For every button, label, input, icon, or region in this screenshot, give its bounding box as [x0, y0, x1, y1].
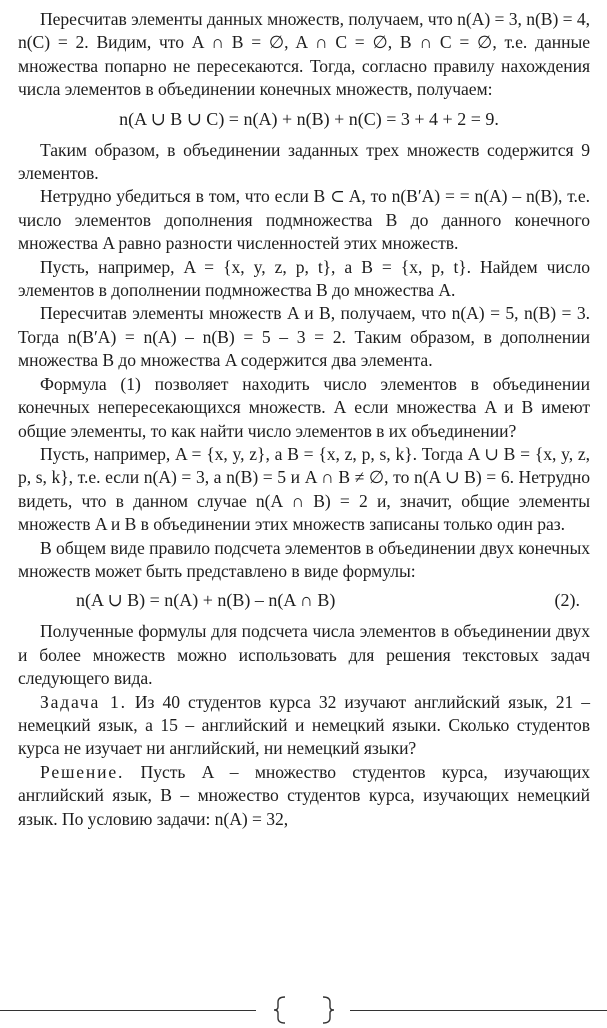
page-footer-ornament [0, 994, 607, 1024]
footer-rule-left [0, 1010, 256, 1011]
task-1-paragraph [18, 691, 590, 761]
paragraph-2: Таким образом, в объединении заданных трех множеств содержится 9 элементов. [18, 139, 590, 184]
paragraph-1: Пересчитав элементы данных множеств, получаем, что n(A) = 3, n(B) = 4, n(C) = 2. Видим, что A ∩ B = ∅, A ∩ C = ∅, B ∩ C = ∅, т.е. данные множества попарно не пересекаются. Тогда, согласно правилу нахождения числа элементов в объединении конечных множеств, получаем: [18, 9, 590, 100]
paragraph-8: В общем виде правило подсчета элементов в объединении двух конечных множеств может быть представлено в виде формулы: [18, 537, 590, 581]
solution-text: Пусть A – множество студентов курса, изучающих английский язык, B – множество студентов курса, изучающих немецкий язык. По условию задачи: n(A) = 32, [18, 761, 591, 829]
paragraph-7: Пусть, например, A = {x, y, z}, а B = {x, z, p, s, k}. Тогда A ∪ B = {x, y, z, p, s, k}, т.е. если n(A) = 3, а n(B) = 5 и A ∩ B ≠ ∅, то n(A ∪ B) = 6. Нетрудно видеть, что в данном случае n(A ∩ B) = 2 и, значит, общие элементы множеств A и B в объединении этих множеств записаны только один раз. [18, 443, 590, 535]
task-label: Задача 1. [40, 691, 127, 712]
paragraph-3: Нетрудно убедиться в том, что если B ⊂ A, то n(B′A) = = n(A) – n(B), т.е. число элементов дополнения подмножества B до данного конечного множества A равно разности численностей этих множеств. [18, 186, 590, 254]
paragraph-5: Пересчитав элементы множеств A и B, получаем, что n(A) = 5, n(B) = 3. Тогда n(B′A) = n(A) – n(B) = 5 – 3 = 2. Таким образом, в дополнении множества B до множества A содержится два элемента. [18, 303, 590, 371]
paragraph-9: Полученные формулы для подсчета числа элементов в объединении двух и более множеств можно использовать для решения текстовых задач следующего вида. [18, 621, 590, 689]
paragraph-6: Формула (1) позволяет находить число элементов в объединении конечных непересекающихся множеств. А если множества A и B имеют общие элементы, то как найти число элементов в их объединении? [18, 373, 590, 441]
right-brace-icon [320, 996, 336, 1024]
footer-rule-right [350, 1010, 607, 1011]
page-text [18, 8, 590, 831]
left-brace-icon [272, 996, 288, 1024]
formula-union-three: n(A ∪ B ∪ C) = n(A) + n(B) + n(C) = 3 + 4 + 2 = 9. [119, 108, 499, 129]
solution-label: Решение. [40, 761, 125, 782]
formula-2-number: (2). [554, 590, 580, 611]
task-text: Из 40 студентов курса 32 изучают английский язык, 21 – немецкий язык, а 15 – английский и немецкий языки. Сколько студентов курса не изучает ни английский, ни немецкий языки? [18, 691, 590, 759]
paragraph-4: Пусть, например, A = {x, y, z, p, t}, а B = {x, p, t}. Найдем число элементов в дополнении подмножества B до множества A. [18, 256, 590, 301]
formula-union-two [18, 589, 590, 612]
formula-2-expression: n(A ∪ B) = n(A) + n(B) – n(A ∩ B) [76, 590, 336, 611]
solution-paragraph [18, 761, 590, 831]
